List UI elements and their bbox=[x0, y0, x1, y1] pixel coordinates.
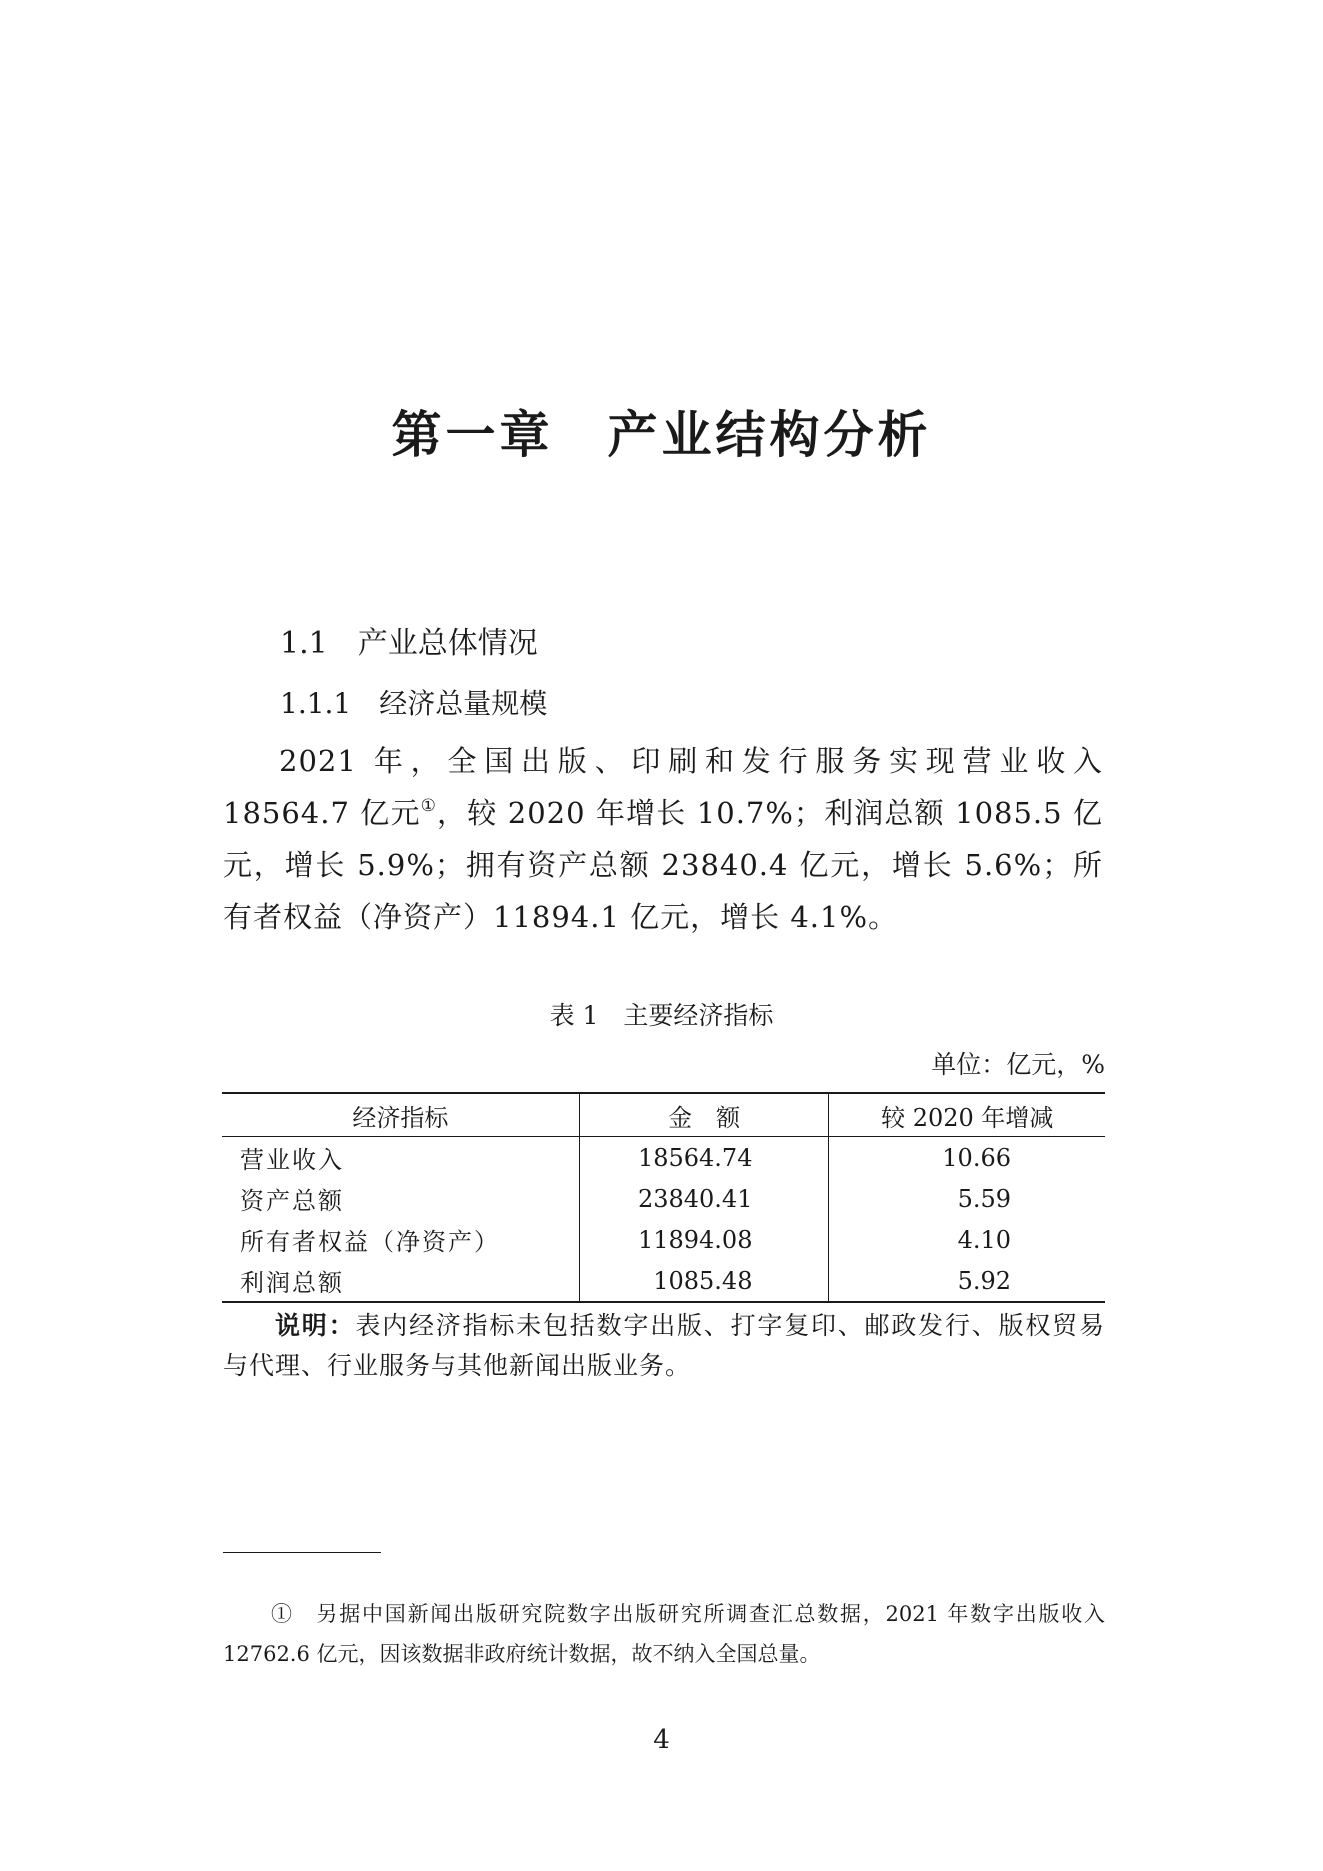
footnote-marker: ① bbox=[420, 796, 438, 816]
row-indicator-name: 资产总额 bbox=[240, 1187, 344, 1215]
row-amount: 1085.48 bbox=[579, 1260, 829, 1302]
subsection-heading: 1.1.1 经济总量规模 bbox=[280, 687, 548, 720]
paragraph-text-start: 2021 年，全国出版、印刷和发行服务实现营业收入 18564.7 亿元 bbox=[223, 744, 1103, 830]
table-row bbox=[222, 1137, 1105, 1179]
note-label: 说明： bbox=[275, 1311, 356, 1340]
table-unit-label: 单位：亿元，% bbox=[931, 1050, 1105, 1079]
footnote-divider bbox=[223, 1552, 381, 1553]
paragraph-text-end: ，较 2020 年增长 10.7%；利润总额 1085.5 亿元，增长 5.9%；拥有资产总额 23840.4 亿元，增长 5.6%；所有者权益（净资产）11894.1 亿元，增长 4.1%。 bbox=[223, 796, 1103, 934]
note-text: 表内经济指标未包括数字出版、打字复印、邮政发行、版权贸易与代理、行业服务与其他新闻出版业务。 bbox=[223, 1311, 1105, 1380]
table-note bbox=[223, 1306, 1105, 1386]
row-indicator-name: 所有者权益（净资产） bbox=[240, 1228, 500, 1256]
table-row bbox=[222, 1178, 1105, 1219]
chapter-title: 第一章 产业结构分析 bbox=[391, 405, 932, 464]
footnote: ① 另据中国新闻出版研究院数字出版研究所调查汇总数据，2021 年数字出版收入 12762.6 亿元，因该数据非政府统计数据，故不纳入全国总量。 bbox=[223, 1602, 1105, 1666]
header-amount: 金 额 bbox=[579, 1093, 829, 1137]
table-caption: 表 1 主要经济指标 bbox=[549, 1001, 774, 1030]
page-number: 4 bbox=[653, 1725, 670, 1755]
table-row bbox=[222, 1219, 1105, 1260]
table-row bbox=[222, 1260, 1105, 1302]
economic-indicators-table bbox=[222, 1092, 1105, 1303]
row-amount: 23840.41 bbox=[579, 1178, 829, 1219]
row-change: 4.10 bbox=[829, 1219, 1105, 1260]
section-heading: 1.1 产业总体情况 bbox=[280, 626, 538, 661]
row-amount: 18564.74 bbox=[579, 1137, 829, 1179]
row-change: 5.59 bbox=[829, 1178, 1105, 1219]
row-amount: 11894.08 bbox=[579, 1219, 829, 1260]
header-indicator: 经济指标 bbox=[222, 1093, 579, 1137]
table-header-row bbox=[222, 1093, 1105, 1137]
header-change: 较 2020 年增减 bbox=[829, 1093, 1105, 1137]
row-change: 10.66 bbox=[829, 1137, 1105, 1179]
row-indicator-name: 营业收入 bbox=[240, 1146, 344, 1174]
row-change: 5.92 bbox=[829, 1260, 1105, 1302]
row-indicator-name: 利润总额 bbox=[222, 1260, 579, 1302]
body-paragraph bbox=[223, 735, 1103, 943]
